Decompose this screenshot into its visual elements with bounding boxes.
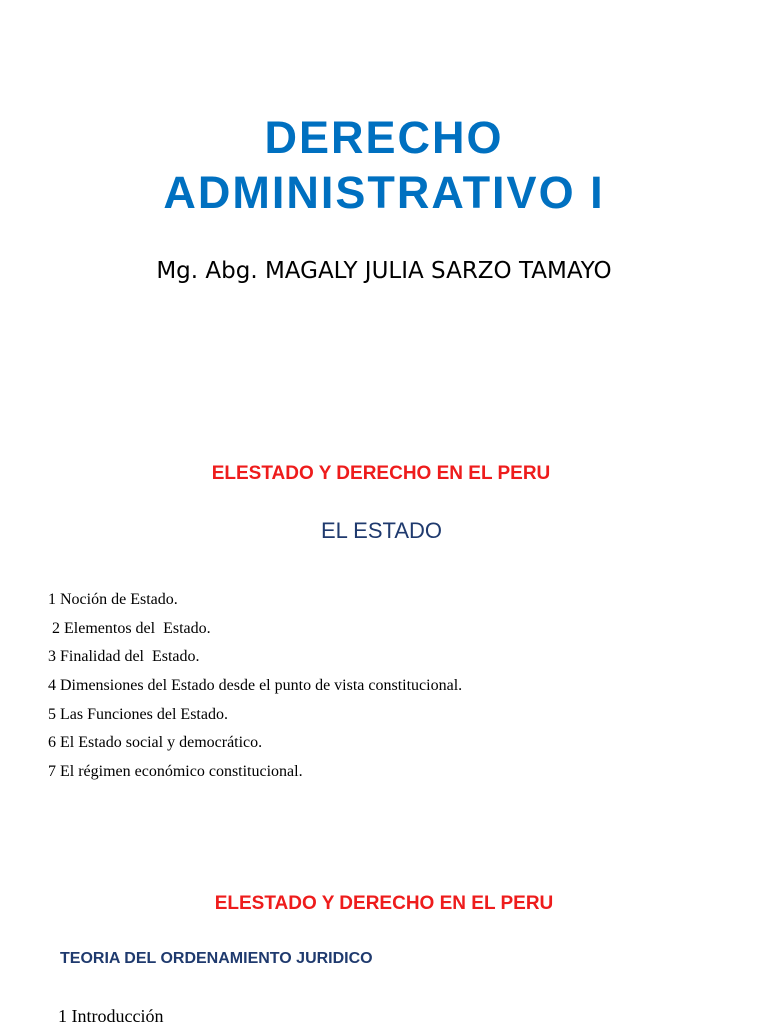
topic-list — [48, 589, 462, 790]
document-title — [0, 110, 768, 220]
subheading-el-estado: EL ESTADO — [320, 518, 443, 543]
list-item: 5 Las Funciones del Estado. — [48, 705, 228, 723]
list-item: 4 Dimensiones del Estado desde el punto de vista constitucional. — [48, 677, 463, 695]
section-heading-estado-derecho: ELESTADO Y DERECHO EN EL PERU — [211, 463, 551, 484]
section-heading-estado-derecho-2: ELESTADO Y DERECHO EN EL PERU — [214, 893, 554, 914]
list-item: 6 El Estado social y democrático. — [48, 734, 263, 752]
list-item: 1 Noción de Estado. — [48, 591, 178, 608]
list-item: 2 Elementos del Estado. — [48, 619, 211, 637]
author-name: Mg. Abg. MAGALY JULIA SARZO TAMAYO — [156, 258, 612, 284]
list-item: 3 Finalidad del Estado. — [48, 648, 200, 666]
list-item: 7 El régimen económico constitucional. — [48, 763, 303, 781]
list-item-introduccion: 1 Introducción — [58, 1006, 164, 1026]
subheading-teoria-ordenamiento: TEORIA DEL ORDENAMIENTO JURIDICO — [60, 950, 373, 967]
title-line-1: DERECHO — [264, 112, 504, 163]
title-line-2: ADMINISTRATIVO I — [163, 167, 605, 218]
